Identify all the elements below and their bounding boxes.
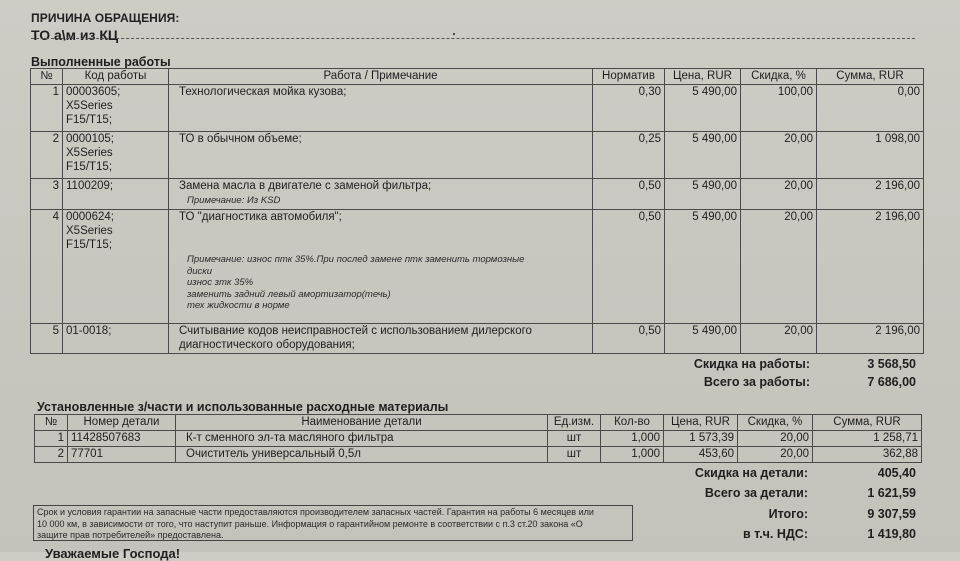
row-part-number: 11428507683 (68, 431, 176, 447)
works-total-value: 7 686,00 (867, 375, 916, 389)
col-part-name: Наименование детали (176, 415, 548, 431)
col-price: Цена, RUR (664, 415, 738, 431)
note-line: диски (187, 265, 213, 277)
row-price: 5 490,00 (665, 324, 741, 354)
row-work (169, 324, 593, 354)
work-text: ТО "диагностика автомобиля"; (179, 211, 342, 223)
row-part-name: К-т сменного эл-та масляного фильтра (176, 431, 548, 447)
code-line: X5Series (66, 147, 113, 159)
col-no: № (31, 69, 63, 85)
row-sum: 0,00 (817, 85, 924, 132)
works-header-row (31, 69, 924, 85)
warranty-notice (33, 505, 633, 541)
row-sum: 2 196,00 (817, 210, 924, 324)
row-norm: 0,30 (593, 85, 665, 132)
col-no: № (35, 415, 68, 431)
table-row (31, 179, 924, 210)
row-price: 5 490,00 (665, 85, 741, 132)
row-no: 1 (35, 431, 68, 447)
code-line: X5Series (66, 100, 113, 112)
works-section-title: Выполненные работы (31, 55, 171, 69)
parts-total-value: 1 621,59 (867, 486, 916, 500)
parts-section-title: Установленные з/части и использованные расходные материалы (37, 400, 449, 414)
row-unit: шт (548, 431, 601, 447)
row-norm: 0,25 (593, 132, 665, 179)
table-row (35, 447, 922, 463)
row-price: 1 573,39 (664, 431, 738, 447)
vat-label: в т.ч. НДС: (743, 527, 808, 541)
row-price: 5 490,00 (665, 132, 741, 179)
row-discount: 20,00 (741, 210, 817, 324)
row-norm: 0,50 (593, 179, 665, 210)
row-work: ТО в обычном объеме; (169, 132, 593, 179)
col-unit: Ед.изм. (548, 415, 601, 431)
note-line: Примечание: износ птк 35%.При послед замене птк заменить тормозные (187, 254, 525, 265)
parts-discount-label: Скидка на детали: (694, 466, 808, 480)
col-price: Цена, RUR (665, 69, 741, 85)
col-code: Код работы (63, 69, 169, 85)
note-line: износ зтк 35% (187, 277, 254, 288)
code-line: F15/T15; (66, 239, 113, 251)
row-sum: 2 196,00 (817, 324, 924, 354)
row-no: 1 (31, 85, 63, 132)
warranty-line: 10 000 км, в зависимости от того, что наступит раньше. Информация о гарантийном ремонте в соответствии с п.3 ст.20 закона «О (37, 518, 583, 529)
col-discount: Скидка, % (741, 69, 817, 85)
work-text: Замена масла в двигателе с заменой фильтра; (179, 180, 432, 192)
row-work (169, 210, 593, 324)
reason-value: ТО а\м из КЦ (31, 27, 119, 43)
row-norm: 0,50 (593, 324, 665, 354)
grand-total-label: Итого: (768, 507, 808, 521)
row-qty: 1,000 (601, 447, 664, 463)
works-total-label: Всего за работы: (703, 375, 810, 389)
code-line: 0000624; (66, 211, 114, 223)
works-table (30, 68, 924, 354)
row-discount: 20,00 (738, 447, 813, 463)
work-note (179, 254, 589, 312)
code-line: 0000105; (66, 133, 114, 145)
row-discount: 20,00 (741, 179, 817, 210)
row-part-name: Очиститель универсальный 0,5л (176, 447, 548, 463)
col-discount: Скидка, % (738, 415, 813, 431)
row-no: 5 (31, 324, 63, 354)
note-line: тех жидкости в норме (187, 300, 290, 311)
parts-total-label: Всего за детали: (704, 486, 808, 500)
parts-header-row (35, 415, 922, 431)
row-code (63, 210, 169, 324)
dashed-divider (31, 38, 915, 39)
table-row (31, 324, 924, 354)
table-row (31, 210, 924, 324)
col-sum: Сумма, RUR (813, 415, 922, 431)
row-norm: 0,50 (593, 210, 665, 324)
table-row (35, 431, 922, 447)
warranty-line: защите прав потребителей» предоставлена. (37, 530, 224, 540)
warranty-line: Срок и условия гарантии на запасные части предоставляются производителем запасных частей. Гарантия на работы 6 месяцев или (37, 507, 594, 517)
row-unit: шт (548, 447, 601, 463)
parts-discount-value: 405,40 (877, 466, 916, 480)
code-line: 00003605; (66, 86, 121, 98)
row-sum: 1 098,00 (817, 132, 924, 179)
row-discount: 20,00 (741, 132, 817, 179)
row-price: 5 490,00 (665, 210, 741, 324)
row-work (169, 179, 593, 210)
col-sum: Сумма, RUR (817, 69, 924, 85)
col-part-number: Номер детали (68, 415, 176, 431)
works-discount-value: 3 568,50 (867, 357, 916, 371)
row-no: 2 (35, 447, 68, 463)
col-qty: Кол-во (601, 415, 664, 431)
row-code (63, 85, 169, 132)
row-no: 3 (31, 179, 63, 210)
row-part-number: 77701 (68, 447, 176, 463)
dot-mark (453, 33, 455, 35)
row-discount: 20,00 (741, 324, 817, 354)
row-price: 5 490,00 (665, 179, 741, 210)
work-note: Примечание: Из KSD (187, 195, 281, 206)
code-line: X5Series (66, 225, 113, 237)
col-work: Работа / Примечание (169, 69, 593, 85)
vat-value: 1 419,80 (867, 527, 916, 541)
code-line: 1100209; (66, 180, 114, 192)
note-line: заменить задний левый амортизатор(течь) (187, 288, 391, 300)
grand-total-value: 9 307,59 (867, 507, 916, 521)
row-no: 4 (31, 210, 63, 324)
reason-label: ПРИЧИНА ОБРАЩЕНИЯ: (31, 11, 180, 25)
row-work: Технологическая мойка кузова; (169, 85, 593, 132)
code-line: F15/T15; (66, 114, 113, 126)
row-code (63, 324, 169, 354)
row-no: 2 (31, 132, 63, 179)
row-discount: 20,00 (738, 431, 813, 447)
works-discount-label: Скидка на работы: (693, 357, 810, 371)
row-sum: 362,88 (813, 447, 922, 463)
table-row (31, 85, 924, 132)
work-text: диагностического оборудования; (179, 339, 355, 351)
row-sum: 2 196,00 (817, 179, 924, 210)
table-row (31, 132, 924, 179)
row-code (63, 132, 169, 179)
parts-table (34, 414, 922, 463)
row-price: 453,60 (664, 447, 738, 463)
row-discount: 100,00 (741, 85, 817, 132)
work-text: Считывание кодов неисправностей с использованием дилерского (179, 325, 532, 337)
row-sum: 1 258,71 (813, 431, 922, 447)
row-qty: 1,000 (601, 431, 664, 447)
code-line: 01-0018; (66, 325, 112, 337)
row-code (63, 179, 169, 210)
code-line: F15/T15; (66, 161, 113, 173)
col-norm: Норматив (593, 69, 665, 85)
farewell-text: Уважаемые Господа! (45, 546, 181, 561)
